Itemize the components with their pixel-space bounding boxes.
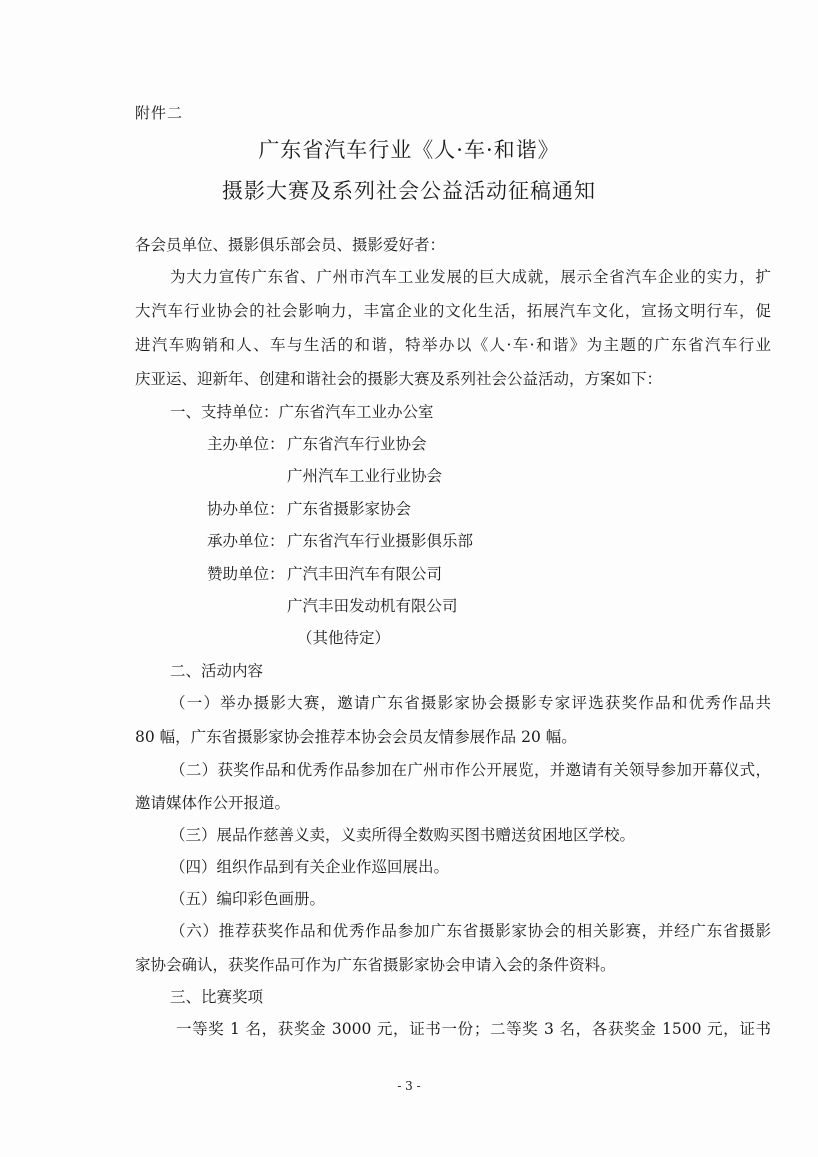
section2-item1-line1: （一）举办摄影大赛，邀请广东省摄影家协会摄影专家评选获奖作品和优秀作品共 <box>170 694 771 712</box>
co-organizer-label: 协办单位： <box>207 500 285 518</box>
intro-line-2: 大汽车行业协会的社会影响力，丰富企业的文化生活，拓展汽车文化，宣扬文明行车，促 <box>135 302 771 320</box>
host-unit-value-1: 广东省汽车行业协会 <box>287 435 427 453</box>
salutation: 各会员单位、摄影俱乐部会员、摄影爱好者： <box>135 236 446 254</box>
support-unit-value: 广东省汽车工业办公室 <box>278 403 434 421</box>
attachment-label: 附件二 <box>135 104 184 122</box>
section2-item6-line1: （六）推荐获奖作品和优秀作品参加广东省摄影家协会的相关影赛，并经广东省摄影 <box>170 922 771 940</box>
sponsor-label: 赞助单位： <box>207 565 285 583</box>
section2-item3: （三）展品作慈善义卖，义卖所得全数购买图书赠送贫困地区学校。 <box>170 826 636 844</box>
section2-item2-line2: 邀请媒体作公开报道。 <box>135 794 291 812</box>
section1-number: 一、 <box>170 403 202 421</box>
section3-heading: 三、比赛奖项 <box>170 988 264 1006</box>
sponsor-value-2: 广汽丰田发动机有限公司 <box>287 597 458 615</box>
section1-heading <box>170 402 434 422</box>
intro-line-1: 为大力宣传广东省、广州市汽车工业发展的巨大成就，展示全省汽车企业的实力，扩 <box>170 268 771 286</box>
section2-item4: （四）组织作品到有关企业作巡回展出。 <box>170 858 450 876</box>
others-pending: （其他待定） <box>297 629 391 647</box>
host-unit-label: 主办单位： <box>207 435 285 453</box>
section2-item5: （五）编印彩色画册。 <box>170 890 326 908</box>
intro-line-3: 进汽车购销和人、车与生活的和谐，特举办以《人·车·和谐》为主题的广东省汽车行业 <box>135 336 771 354</box>
organizer-value: 广东省汽车行业摄影俱乐部 <box>287 532 474 550</box>
section2-item6-line2: 家协会确认，获奖作品可作为广东省摄影家协会申请入会的条件资料。 <box>135 956 616 974</box>
support-unit-label: 支持单位： <box>201 403 279 421</box>
organizer-label: 承办单位： <box>207 532 285 550</box>
sponsor-value-1: 广汽丰田汽车有限公司 <box>287 565 443 583</box>
co-organizer-value: 广东省摄影家协会 <box>287 500 412 518</box>
section2-item2-line1: （二）获奖作品和优秀作品参加在广州市作公开展览，并邀请有关领导参加开幕仪式， <box>170 761 771 779</box>
section2-item1-line2: 80 幅，广东省摄影家协会推荐本协会会员友情参展作品 20 幅。 <box>135 728 577 746</box>
host-unit-value-2: 广州汽车工业行业协会 <box>287 467 443 485</box>
document-title-line-1: 广东省汽车行业《人·车·和谐》 <box>258 138 560 162</box>
document-title-line-2: 摄影大赛及系列社会公益活动征稿通知 <box>222 179 596 203</box>
section3-line1: 一等奖 1 名，获奖金 3000 元，证书一份；二等奖 3 名，各获奖金 1500 元，证书 <box>176 1020 771 1038</box>
page-number: - 3 - <box>397 1079 421 1093</box>
section2-heading: 二、活动内容 <box>170 662 264 680</box>
intro-line-4: 庆亚运、迎新年、创建和谐社会的摄影大赛及系列社会公益活动，方案如下： <box>135 370 663 388</box>
